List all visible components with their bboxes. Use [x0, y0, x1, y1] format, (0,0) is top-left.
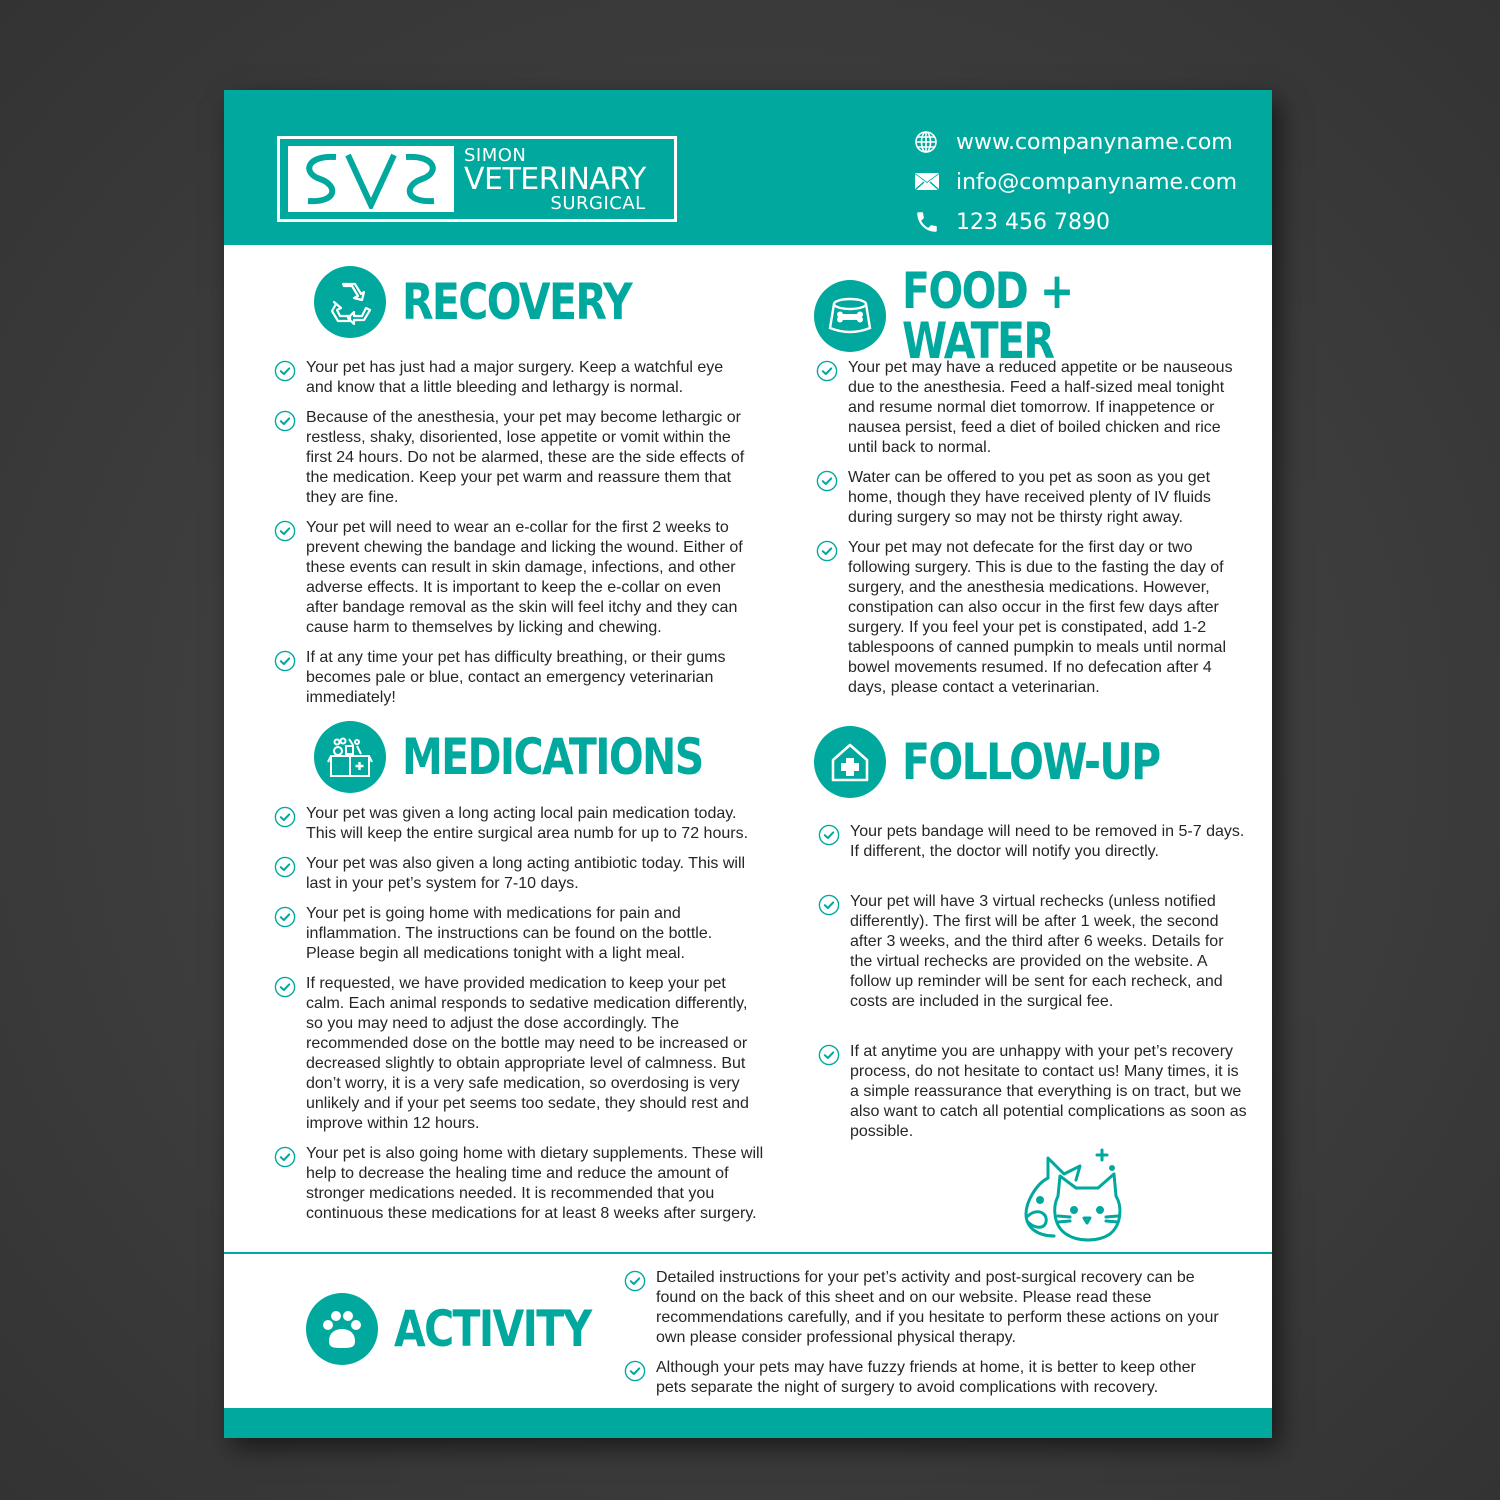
recovery-list — [274, 358, 754, 718]
contact-website[interactable] — [914, 122, 1237, 162]
list-item: If requested, we have provided medication to keep your pet calm. Each animal responds to sedative medication differently, so you may need to adjust the dose accordingly. The recommended dose on the bottle may need to be increased or decreased slightly to obtain appropriate level of calmness. But don’t worry, it is a very safe medication, so overdosing is very unlikely and if your pet seems too sedate, they should rest and improve within 12 hours. — [274, 974, 764, 1134]
logo-line-3: SURGICAL — [550, 193, 646, 214]
list-item: Water can be offered to you pet as soon as you get home, though they have received plenty of IV fluids during surgery so may not be thirsty right away. — [816, 468, 1246, 528]
list-item: Your pet was also given a long acting antibiotic today. This will last in your pet’s system for 7-10 days. — [274, 854, 764, 894]
section-title: FOOD + WATER — [902, 262, 1073, 370]
section-title: ACTIVITY — [394, 1300, 591, 1358]
check-circle-icon — [816, 360, 838, 382]
dog-and-cat-icon — [1018, 1144, 1128, 1249]
list-item: Your pet is also going home with dietary supplements. These will help to decrease the healing time and reduce the amount of stronger medications needed. It is recommended that you continuous these medications for at least 8 weeks after surgery. — [274, 1144, 764, 1224]
section-divider — [224, 1252, 1272, 1254]
list-item: Although your pets may have fuzzy friends at home, it is better to keep other pets separate the night of surgery to avoid complications with recovery. — [624, 1358, 1224, 1398]
check-circle-icon — [274, 806, 296, 828]
contact-email[interactable] — [914, 162, 1237, 202]
list-item: Your pet is going home with medications for pain and inflammation. The instructions can be found on the bottle. Please begin all medications tonight with a light meal. — [274, 904, 764, 964]
check-circle-icon — [274, 520, 296, 542]
activity-list — [624, 1268, 1224, 1408]
paw-icon — [306, 1293, 378, 1365]
list-item: Your pet was given a long acting local pain medication today. This will keep the entire surgical area numb for up to 72 hours. — [274, 804, 764, 844]
recycle-icon — [314, 266, 386, 338]
globe-icon — [914, 130, 956, 154]
house-medical-icon — [814, 726, 886, 798]
footer-band — [224, 1408, 1272, 1438]
section-title: MEDICATIONS — [402, 728, 703, 786]
website-link[interactable]: www.companyname.com — [956, 129, 1233, 155]
logo-wordmark — [464, 147, 646, 213]
activity-heading — [306, 1293, 634, 1365]
aftercare-sheet — [224, 90, 1272, 1438]
list-item: If at any time your pet has difficulty breathing, or their gums becomes pale or blue, contact an emergency veterinarian immediately! — [274, 648, 754, 708]
check-circle-icon — [816, 470, 838, 492]
logo-line-2: VETERINARY — [464, 162, 646, 197]
check-circle-icon — [274, 856, 296, 878]
section-title: RECOVERY — [402, 273, 632, 331]
check-circle-icon — [274, 360, 296, 382]
follow-up-heading — [814, 726, 1216, 798]
check-circle-icon — [274, 410, 296, 432]
list-item: Your pet may have a reduced appetite or be nauseous due to the anesthesia. Feed a half-sized meal tonight and resume normal diet tomorrow. If inappetence or nausea persist, feed a diet of boiled chicken and rice until back to normal. — [816, 358, 1246, 458]
phone-icon — [914, 209, 956, 235]
food-water-list — [816, 358, 1246, 708]
medicine-box-icon — [314, 721, 386, 793]
svs-monogram-icon — [288, 146, 454, 212]
list-item: Detailed instructions for your pet’s activity and post-surgical recovery can be found on the back of this sheet and on our website. Please read these recommendations carefully, and if you hesitate to perform these actions on your own please consider professional physical therapy. — [624, 1268, 1224, 1348]
follow-up-list — [818, 822, 1248, 1152]
header-band — [224, 90, 1272, 245]
check-circle-icon — [274, 976, 296, 998]
check-circle-icon — [818, 894, 840, 916]
list-item: Your pet may not defecate for the first day or two following surgery. This is due to the fasting the day of surgery, and the anesthesia medications. However, constipation can also occur in the first few days after surgery. If you feel your pet is constipated, add 1-2 tablespoons of canned pumpkin to meals until normal bowel movements resumed. If no defecation after 4 days, please contact a veterinarian. — [816, 538, 1246, 698]
logo — [277, 136, 677, 222]
section-title: FOLLOW-UP — [902, 733, 1160, 791]
contact-info — [914, 122, 1237, 242]
list-item: Your pet has just had a major surgery. Keep a watchful eye and know that a little bleeding and lethargy is normal. — [274, 358, 754, 398]
check-circle-icon — [624, 1360, 646, 1382]
food-water-heading — [814, 262, 1272, 370]
envelope-icon — [914, 172, 956, 192]
list-item: Your pets bandage will need to be removed in 5-7 days. If different, the doctor will notify you directly. — [818, 822, 1248, 862]
check-circle-icon — [274, 650, 296, 672]
check-circle-icon — [624, 1270, 646, 1292]
logo-line-1: SIMON — [464, 145, 527, 166]
check-circle-icon — [816, 540, 838, 562]
recovery-heading — [314, 266, 681, 338]
phone-number[interactable]: 123 456 7890 — [956, 209, 1110, 235]
check-circle-icon — [274, 906, 296, 928]
medications-heading — [314, 721, 769, 793]
contact-phone[interactable] — [914, 202, 1237, 242]
email-link[interactable]: info@companyname.com — [956, 169, 1238, 195]
check-circle-icon — [818, 1044, 840, 1066]
list-item: Because of the anesthesia, your pet may become lethargic or restless, shaky, disoriented, lose appetite or vomit within the first 24 hours. Do not be alarmed, these are the side effects of the medication. Keep your pet warm and reassure them that they are fine. — [274, 408, 754, 508]
check-circle-icon — [274, 1146, 296, 1168]
check-circle-icon — [818, 824, 840, 846]
medications-list — [274, 804, 764, 1234]
list-item: If at anytime you are unhappy with your pet’s recovery process, do not hesitate to contact us! Many times, it is a simple reassurance that everything is on tract, but we also want to catch all potential complications as soon as possible. — [818, 1042, 1248, 1142]
list-item: Your pet will need to wear an e-collar for the first 2 weeks to prevent chewing the bandage and licking the wound. Either of these events can result in skin damage, infections, and other adverse effects. It is important to keep the e-collar on even after bandage removal as the skin will feel itchy and they can cause harm to themselves by licking and chewing. — [274, 518, 754, 638]
pet-bowl-icon — [814, 280, 886, 352]
list-item: Your pet will have 3 virtual rechecks (unless notified differently). The first will be after 1 week, the second after 3 weeks, and the third after 6 weeks. Details for the virtual rechecks are provided on the website. A follow up reminder will be sent for each recheck, and costs are included in the surgical fee. — [818, 892, 1248, 1012]
